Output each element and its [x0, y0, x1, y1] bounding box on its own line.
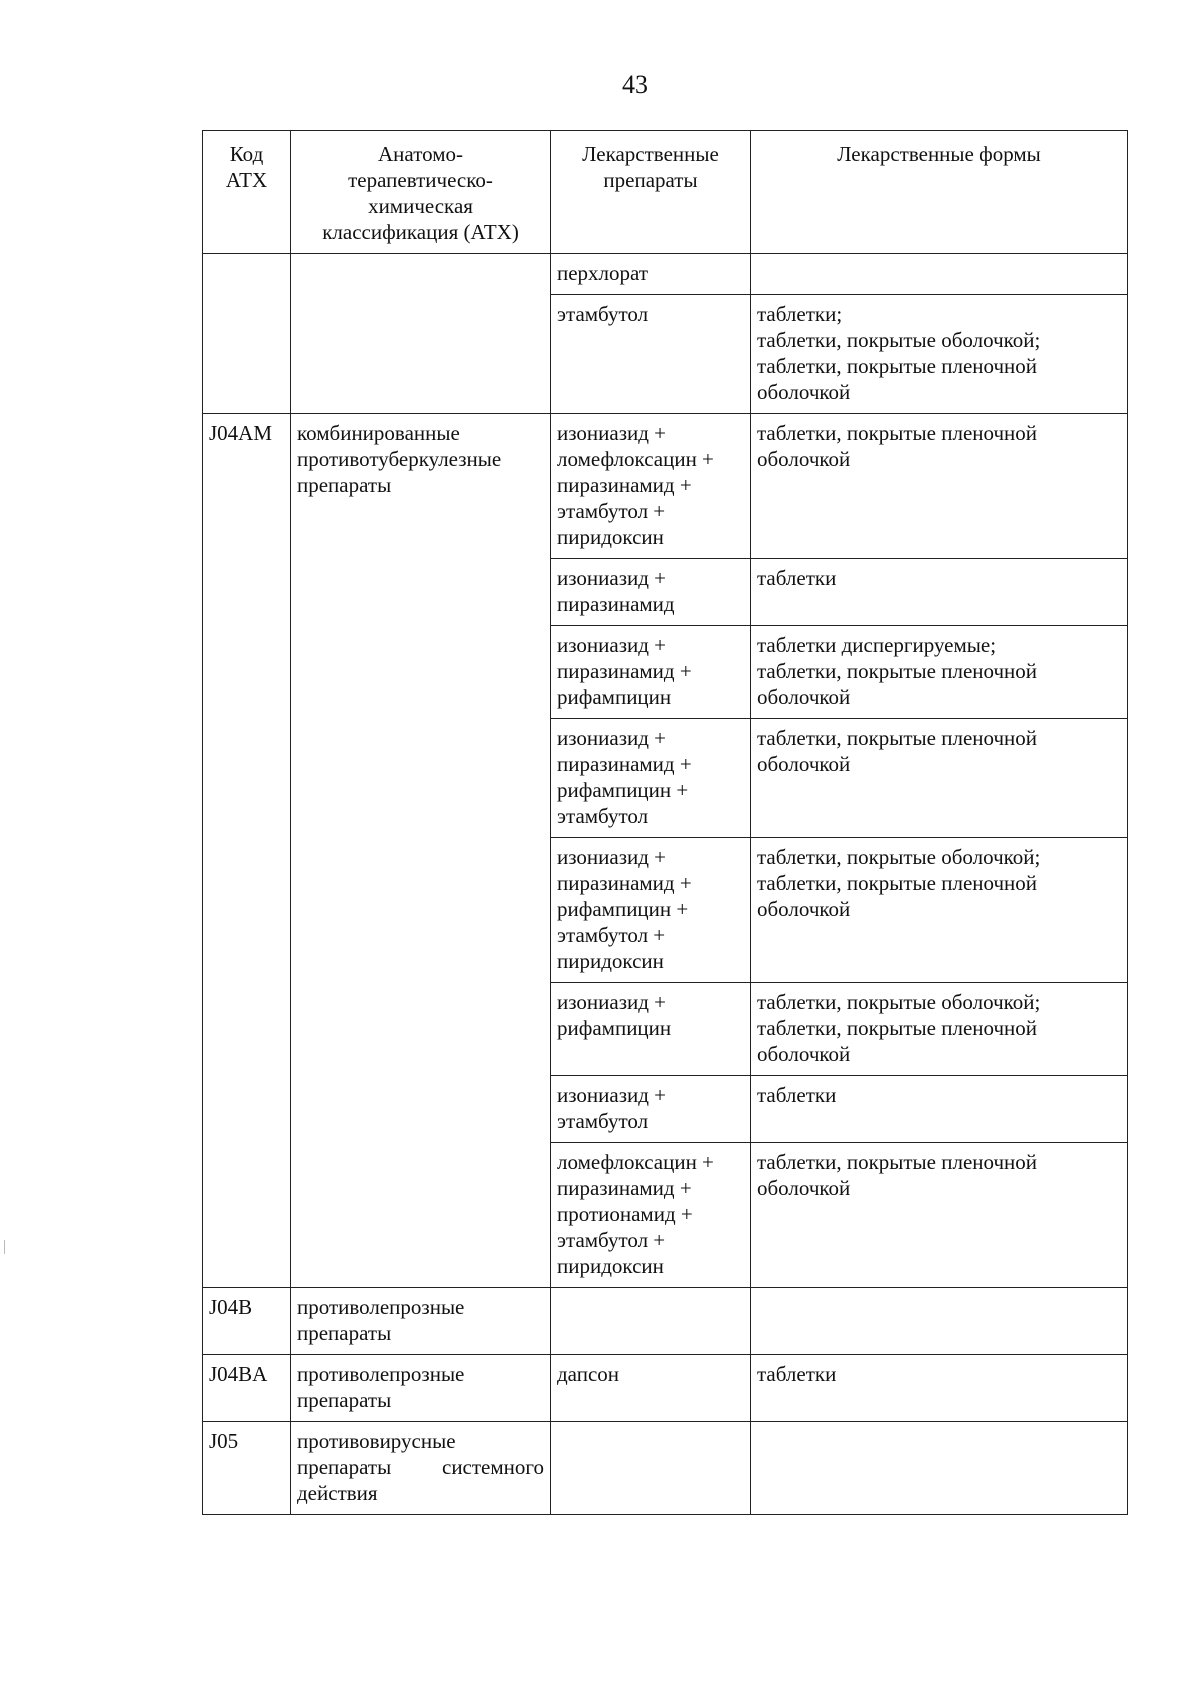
dosage-form-cell: [751, 1422, 1128, 1515]
dosage-form-cell: таблетки, покрытые пленочной оболочкой: [751, 719, 1128, 838]
table-row: [203, 1422, 1128, 1515]
page-number: 43: [622, 70, 648, 99]
atc-classification-cell: противолепрозные препараты: [291, 1288, 551, 1355]
drug-cell: изониазид + пиразинамид + рифампицин + этамбутол: [551, 719, 751, 838]
dosage-form-cell: таблетки диспергируемые; таблетки, покрытые пленочной оболочкой: [751, 626, 1128, 719]
atc-classification-cell: [291, 254, 551, 414]
table-row: [203, 254, 1128, 295]
dosage-form-cell: таблетки: [751, 559, 1128, 626]
dosage-form-cell: [751, 1288, 1128, 1355]
drug-cell: изониазид + пиразинамид: [551, 559, 751, 626]
table-row: [203, 1288, 1128, 1355]
atc-code-cell: J04B: [203, 1288, 291, 1355]
dosage-form-cell: таблетки, покрытые оболочкой; таблетки, покрытые пленочной оболочкой: [751, 838, 1128, 983]
scan-edge-mark: [4, 1240, 5, 1254]
atc-code-cell: J04AM: [203, 414, 291, 1288]
atc-classification-cell: противовирусные препараты системного действия: [291, 1422, 551, 1515]
drug-cell: дапсон: [551, 1355, 751, 1422]
drug-cell: этамбутол: [551, 295, 751, 414]
table-header-row: [203, 131, 1128, 254]
dosage-form-cell: таблетки, покрытые оболочкой; таблетки, покрытые пленочной оболочкой: [751, 983, 1128, 1076]
atc-classification-cell: комбинированные противотуберкулезные препараты: [291, 414, 551, 1288]
table-body: [203, 254, 1128, 1515]
header-dosage-forms: Лекарственные формы: [751, 131, 1128, 254]
drug-cell: изониазид + рифампицин: [551, 983, 751, 1076]
dosage-form-cell: таблетки, покрытые пленочной оболочкой: [751, 414, 1128, 559]
header-atc-classification: Анатомо- терапевтическо- химическая классификация (АТХ): [291, 131, 551, 254]
drug-cell: [551, 1422, 751, 1515]
drug-cell: перхлорат: [551, 254, 751, 295]
dosage-form-cell: [751, 254, 1128, 295]
dosage-form-cell: таблетки; таблетки, покрытые оболочкой; таблетки, покрытые пленочной оболочкой: [751, 295, 1128, 414]
drug-cell: изониазид + пиразинамид + рифампицин + этамбутол + пиридоксин: [551, 838, 751, 983]
atc-drug-table: [202, 130, 1128, 1515]
atc-classification-cell: противолепрозные препараты: [291, 1355, 551, 1422]
drug-cell: изониазид + этамбутол: [551, 1076, 751, 1143]
atc-code-cell: J05: [203, 1422, 291, 1515]
atc-code-cell: J04BA: [203, 1355, 291, 1422]
drug-cell: изониазид + ломефлоксацин + пиразинамид + этамбутол + пиридоксин: [551, 414, 751, 559]
dosage-form-cell: таблетки, покрытые пленочной оболочкой: [751, 1143, 1128, 1288]
dosage-form-cell: таблетки: [751, 1355, 1128, 1422]
table-row: [203, 414, 1128, 559]
dosage-form-cell: таблетки: [751, 1076, 1128, 1143]
drug-cell: изониазид + пиразинамид + рифампицин: [551, 626, 751, 719]
drug-cell: ломефлоксацин + пиразинамид + протионамид + этамбутол + пиридоксин: [551, 1143, 751, 1288]
header-drugs: Лекарственные препараты: [551, 131, 751, 254]
table-row: [203, 1355, 1128, 1422]
drug-cell: [551, 1288, 751, 1355]
atc-code-cell: [203, 254, 291, 414]
header-atc-code: Код АТХ: [203, 131, 291, 254]
